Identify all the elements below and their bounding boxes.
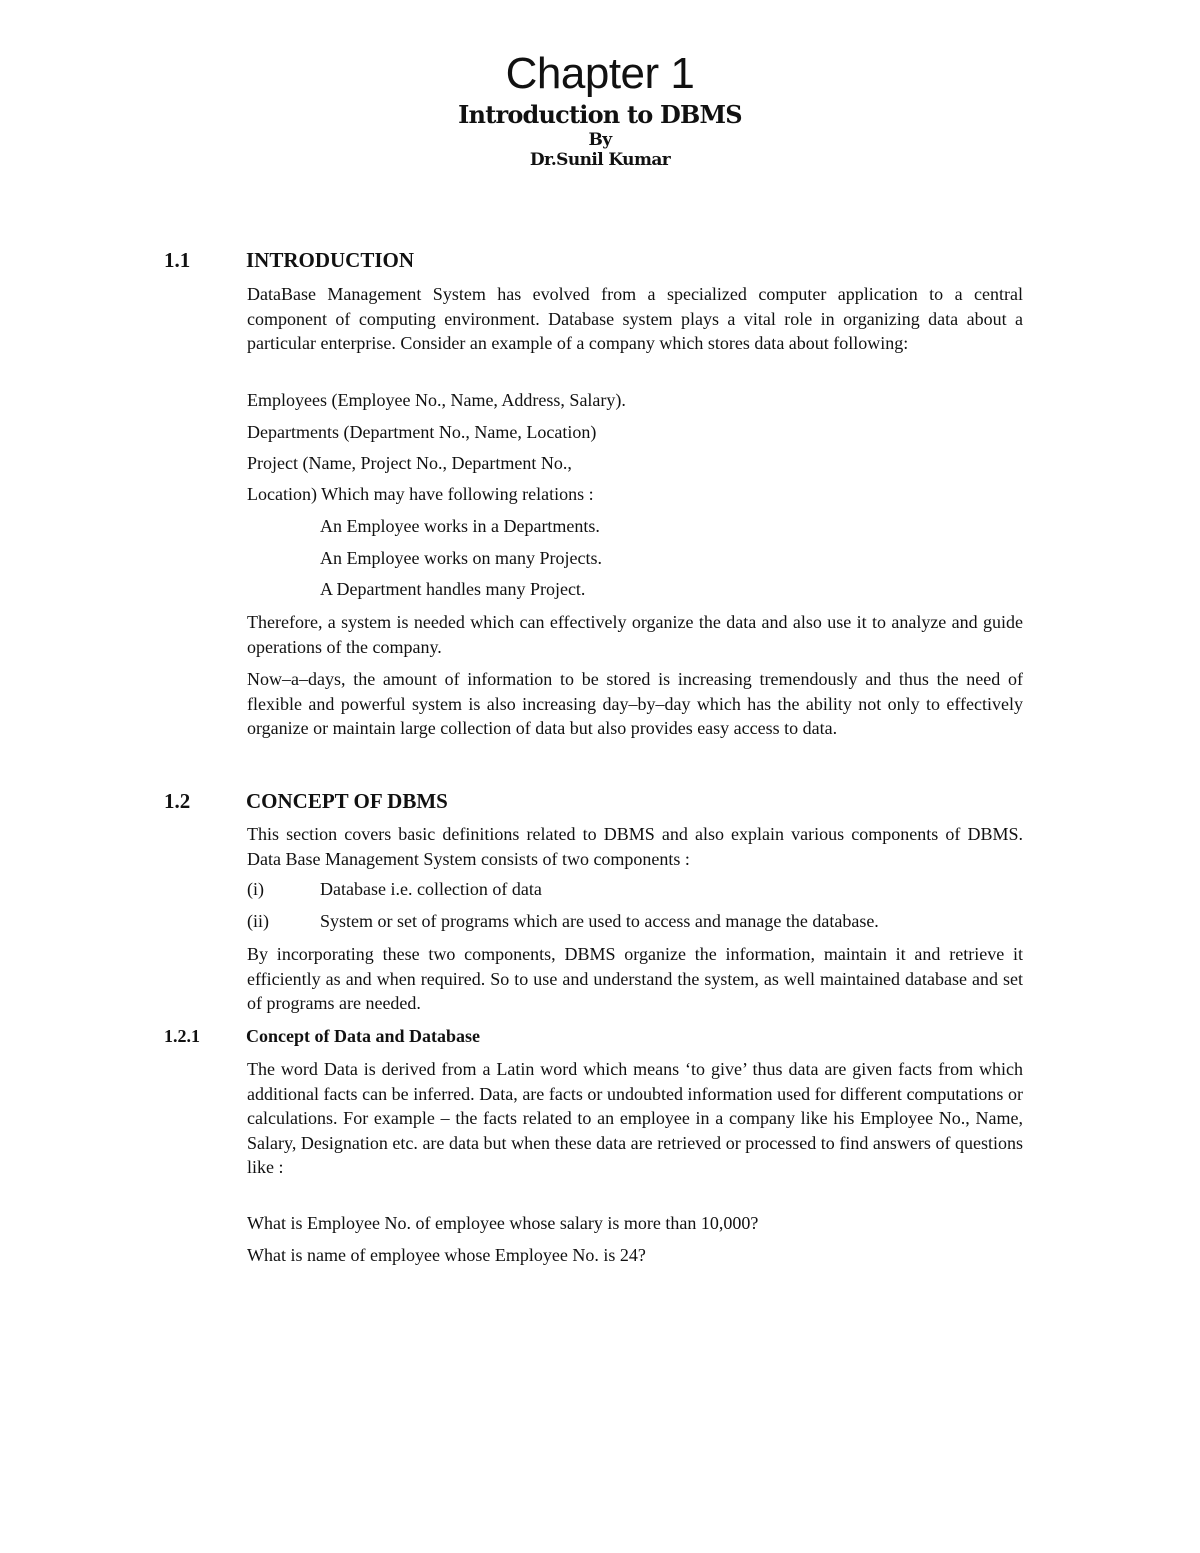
data-definition-paragraph: The word Data is derived from a Latin word which means ‘to give’ thus data are given facts from which additional facts can be inferred. Data, are facts or undoubted information used for different computations or calculations. For example – the facts related to an employee in a company like his Employee No., Name, Salary, Designation etc. are data but when these data are retrieved or processed to find answers of questions like :	[247, 1059, 1023, 1177]
location-line: Location) Which may have following relations :	[247, 484, 594, 504]
item-text: Database i.e. collection of data	[320, 879, 542, 899]
section-heading-1-2	[164, 788, 448, 814]
component-item	[247, 909, 879, 933]
relation-item: A Department handles many Project.	[320, 579, 586, 599]
subsection-heading-1-2-1	[164, 1024, 480, 1048]
section-title: INTRODUCTION	[246, 248, 415, 272]
subsection-title: Concept of Data and Database	[246, 1026, 480, 1046]
project-line: Project (Name, Project No., Department No.,	[247, 453, 572, 473]
section-title: CONCEPT OF DBMS	[246, 789, 448, 813]
relation-item: An Employee works on many Projects.	[320, 548, 602, 568]
therefore-paragraph: Therefore, a system is needed which can effectively organize the data and also use it to analyze and guide operations of the company.	[247, 612, 1023, 657]
nowadays-paragraph: Now–a–days, the amount of information to be stored is increasing tremendously and thus the need of flexible and powerful system is also increasing day–by–day which has the ability not only to effectively organize or maintain large collection of data but also provides easy access to data.	[247, 669, 1023, 738]
section-heading-1-1	[164, 247, 414, 273]
question-line: What is Employee No. of employee whose salary is more than 10,000?	[247, 1213, 759, 1233]
by-label: By	[588, 130, 612, 150]
item-marker: (ii)	[247, 911, 269, 931]
employees-line: Employees (Employee No., Name, Address, Salary).	[247, 390, 626, 410]
incorporating-paragraph: By incorporating these two components, DBMS organize the information, maintain it and retrieve it efficiently as and when required. So to use and understand the system, as well maintained database and set of programs are needed.	[247, 944, 1023, 1013]
item-marker: (i)	[247, 879, 264, 899]
chapter-subtitle: Introduction to DBMS	[458, 100, 742, 129]
subsection-number: 1.2.1	[164, 1026, 200, 1046]
chapter-title: Chapter 1	[505, 49, 695, 98]
author-name: Dr.Sunil Kumar	[529, 150, 671, 170]
section-number: 1.2	[164, 789, 191, 813]
question-line: What is name of employee whose Employee No. is 24?	[247, 1245, 646, 1265]
relation-item: An Employee works in a Departments.	[320, 516, 600, 536]
concept-paragraph: This section covers basic definitions related to DBMS and also explain various components of DBMS. Data Base Management System consists of two components :	[247, 824, 1023, 869]
departments-line: Departments (Department No., Name, Location)	[247, 422, 597, 442]
component-item	[247, 877, 542, 901]
item-text: System or set of programs which are used to access and manage the database.	[320, 911, 879, 931]
title-block	[0, 48, 1200, 170]
intro-paragraph: DataBase Management System has evolved from a specialized computer application to a central component of computing environment. Database system plays a vital role in organizing data about a particular enterprise. Consider an example of a company which stores data about following:	[247, 284, 1023, 353]
section-number: 1.1	[164, 248, 191, 272]
